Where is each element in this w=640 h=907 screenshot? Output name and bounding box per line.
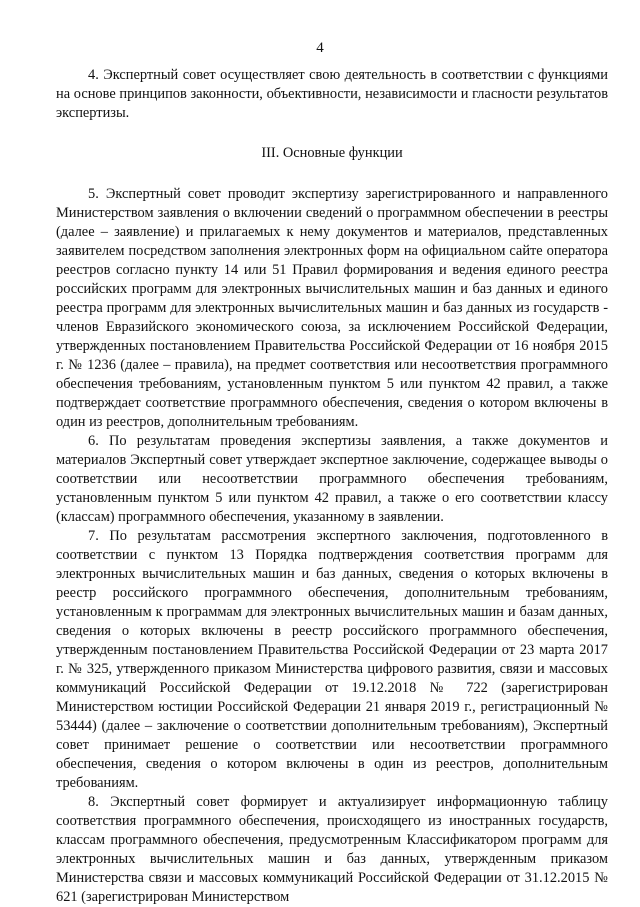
paragraph-6: 6. По результатам проведения экспертизы заявления, а также документов и материалов Экспертный совет утверждает экспертное заключение, содержащее выводы о соответствии или несоответствии программного обеспечения требованиям, установленным пунктом 5 или пунктом 42 правил, а также о его соответствии классу (классам) программного обеспечения, указанному в заявлении. [56,433,608,525]
paragraph-5: 5. Экспертный совет проводит экспертизу зарегистрированного и направленного Министерством заявления о включении сведений о программном обеспечении в реестры (далее – заявление) и прилагаемых к нему документов и материалов, представленных заявителем посредством заполнения электронных форм на официальном сайте оператора реестров согласно пункту 14 или 51 Правил формирования и ведения единого реестра российских программ для электронных вычислительных машин и баз данных и единого реестра программ для электронных вычислительных машин и баз данных из государств - членов Евразийского экономического союза, за исключением Российской Федерации, утвержденных постановлением Правительства Российской Федерации от 16 ноября 2015 г. № 1236 (далее – правила), на предмет соответствия или несоответствия программного обеспечения требованиям, установленным пунктом 5 или пунктом 42 правил, а также подтверждает соответствие программного обеспечения, сведения о котором включены в один из реестров, дополнительным требованиям. [56,186,608,430]
section-heading: III. Основные функции [261,145,403,161]
paragraph-8: 8. Экспертный совет формирует и актуализирует информационную таблицу соответствия программного обеспечения, происходящего из иностранных государств, классам программного обеспечения, предусмотренным Классификатором программ для электронных вычислительных машин и баз данных, утвержденным приказом Министерства связи и массовых коммуникаций Российской Федерации от 31.12.2015 № 621 (зарегистрирован Министерством [56,794,608,905]
paragraph-7: 7. По результатам рассмотрения экспертного заключения, подготовленного в соответствии с пунктом 13 Порядка подтверждения соответствия программ для электронных вычислительных машин и баз данных, сведения о которых включены в реестр российского программного обеспечения, дополнительным требованиям, установленным к программам для электронных вычислительных машин и базам данных, сведения о которых включены в реестр российского программного обеспечения, утвержденным постановлением Правительства Российской Федерации от 23 марта 2017 г. № 325, утвержденного приказом Министерства цифрового развития, связи и массовых коммуникаций Российской Федерации от 19.12.2018 № 722 (зарегистрирован Министерством юстиции Российской Федерации 21 января 2019 г., регистрационный № 53444) (далее – заключение о соответствии дополнительным требованиям), Экспертный совет принимает решение о соответствии или несоответствии программного обеспечения, сведения о котором включены в один из реестров, дополнительным требованиям. [56,528,608,791]
document-body [56,66,608,907]
paragraph-4: 4. Экспертный совет осуществляет свою деятельность в соответствии с функциями на основе принципов законности, объективности, независимости и гласности результатов экспертизы. [56,67,608,121]
page-number: 4 [316,40,324,56]
